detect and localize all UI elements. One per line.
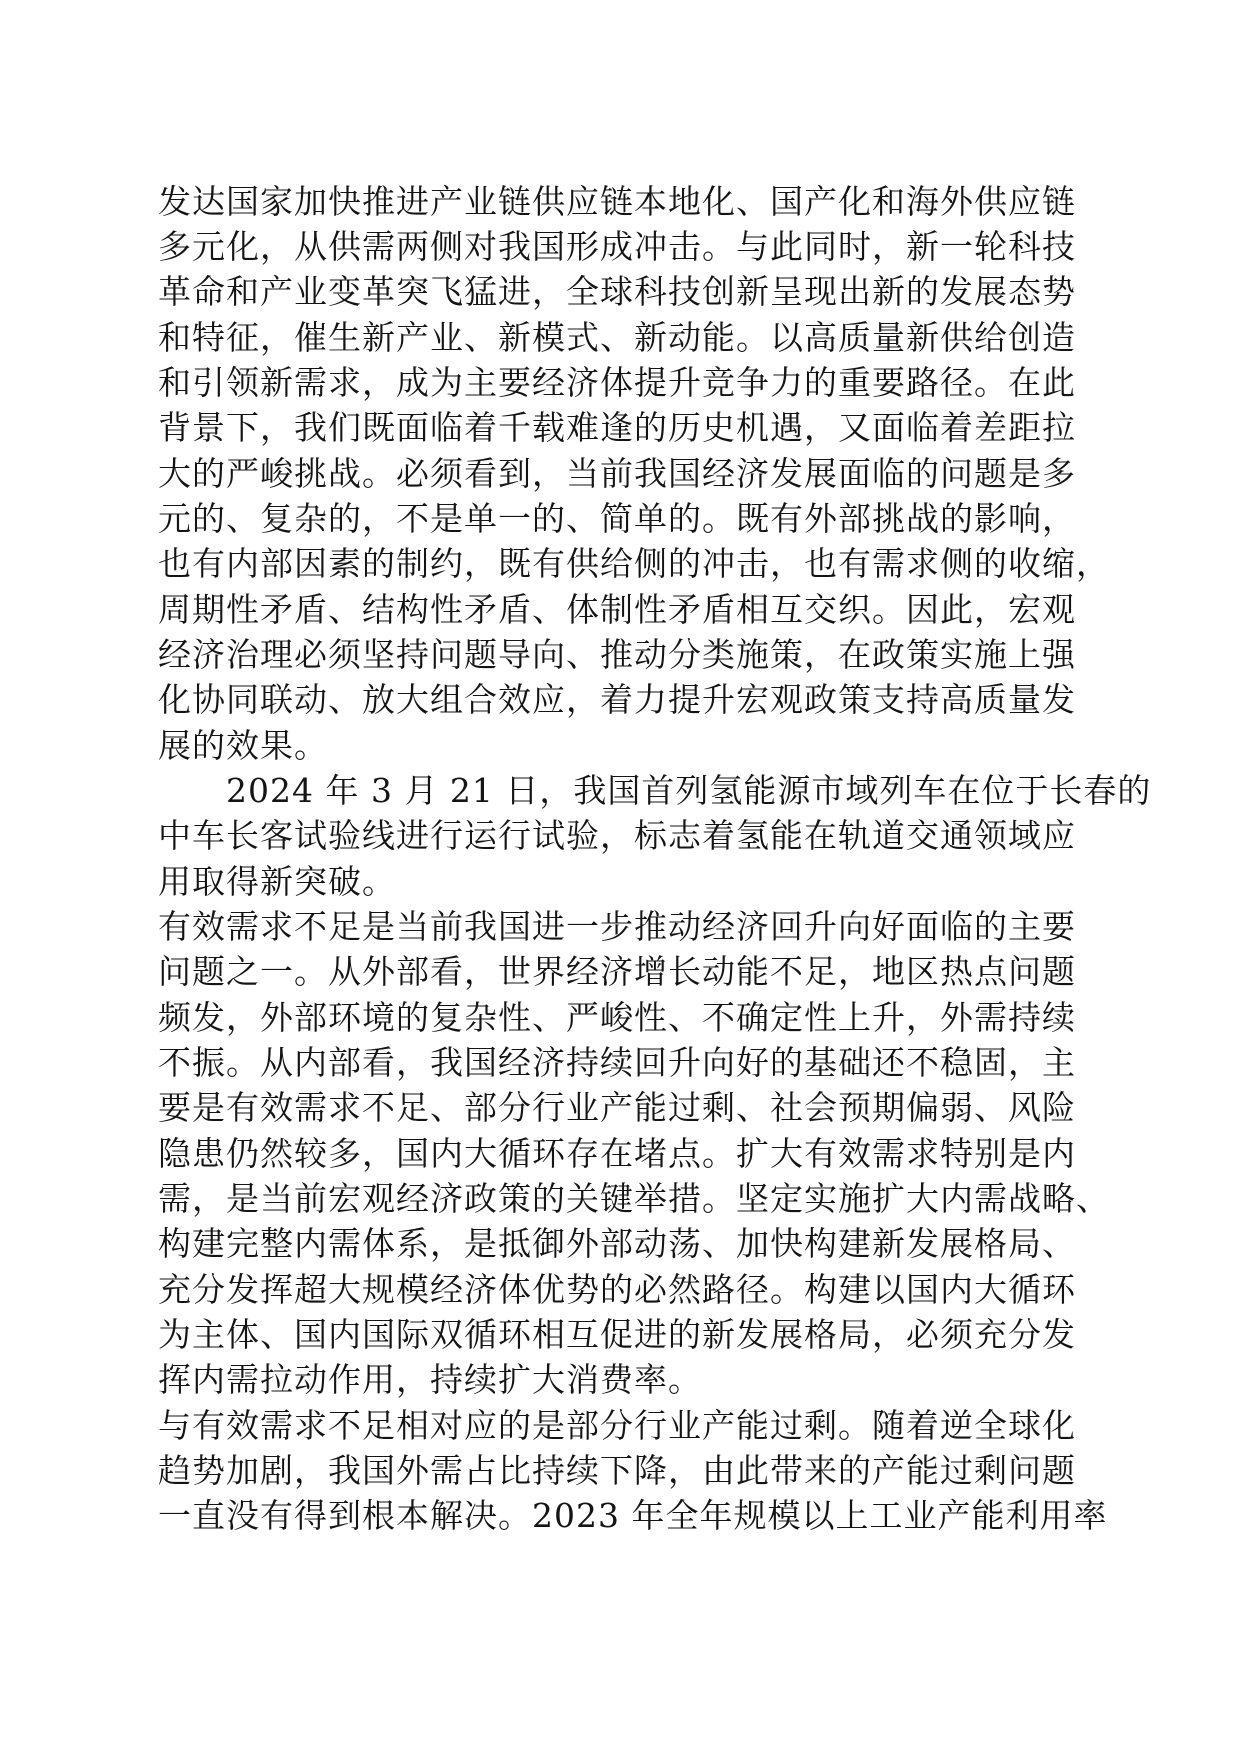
text-line: 中车长客试验线进行运行试验，标志着氢能在轨道交通领域应: [158, 816, 1076, 855]
text-line: 背景下，我们既面临着千载难逢的历史机遇，又面临着差距拉: [158, 408, 1076, 447]
text-line: 也有内部因素的制约，既有供给侧的冲击，也有需求侧的收缩，: [158, 544, 1110, 583]
text-line: 有效需求不足是当前我国进一步推动经济回升向好面临的主要: [158, 907, 1076, 946]
text-line: 多元化，从供需两侧对我国形成冲击。与此同时，新一轮科技: [158, 227, 1076, 266]
text-line: 和特征，催生新产业、新模式、新动能。以高质量新供给创造: [158, 318, 1076, 357]
text-line: 化协同联动、放大组合效应，着力提升宏观政策支持高质量发: [158, 680, 1076, 719]
text-line: 大的严峻挑战。必须看到，当前我国经济发展面临的问题是多: [158, 454, 1076, 493]
text-line: 周期性矛盾、结构性矛盾、体制性矛盾相互交织。因此，宏观: [158, 590, 1076, 629]
text-line: 挥内需拉动作用，持续扩大消费率。: [158, 1360, 702, 1399]
text-line: 用取得新突破。: [158, 862, 396, 901]
text-line: 频发，外部环境的复杂性、严峻性、不确定性上升，外需持续: [158, 998, 1076, 1037]
text-line: 要是有效需求不足、部分行业产能过剩、社会预期偏弱、风险: [158, 1088, 1076, 1127]
text-line: 和引领新需求，成为主要经济体提升竞争力的重要路径。在此: [158, 363, 1076, 402]
text-line: 一直没有得到根本解决。2023 年全年规模以上工业产能利用率: [158, 1496, 1108, 1535]
text-line: 充分发挥超大规模经济体优势的必然路径。构建以国内大循环: [158, 1270, 1076, 1309]
text-line: 不振。从内部看，我国经济持续回升向好的基础还不稳固，主: [158, 1043, 1076, 1082]
text-line: 发达国家加快推进产业链供应链本地化、国产化和海外供应链: [158, 182, 1076, 221]
text-line: 趋势加剧，我国外需占比持续下降，由此带来的产能过剩问题: [158, 1451, 1076, 1490]
text-line: 构建完整内需体系，是抵御外部动荡、加快构建新发展格局、: [158, 1224, 1076, 1263]
text-line: 展的效果。: [158, 726, 328, 765]
text-line: 隐患仍然较多，国内大循环存在堵点。扩大有效需求特别是内: [158, 1134, 1076, 1173]
text-line: 2024 年 3 月 21 日，我国首列氢能源市域列车在位于长春的: [158, 771, 1152, 810]
text-line: 需，是当前宏观经济政策的关键举措。坚定实施扩大内需战略、: [158, 1179, 1110, 1218]
text-line: 为主体、国内国际双循环相互促进的新发展格局，必须充分发: [158, 1315, 1076, 1354]
text-line: 问题之一。从外部看，世界经济增长动能不足，地区热点问题: [158, 952, 1076, 991]
text-line: 革命和产业变革突飞猛进，全球科技创新呈现出新的发展态势: [158, 272, 1076, 311]
text-line: 元的、复杂的，不是单一的、简单的。既有外部挑战的影响，: [158, 499, 1076, 538]
text-line: 与有效需求不足相对应的是部分行业产能过剩。随着逆全球化: [158, 1406, 1076, 1445]
text-line: 经济治理必须坚持问题导向、推动分类施策，在政策实施上强: [158, 635, 1076, 674]
